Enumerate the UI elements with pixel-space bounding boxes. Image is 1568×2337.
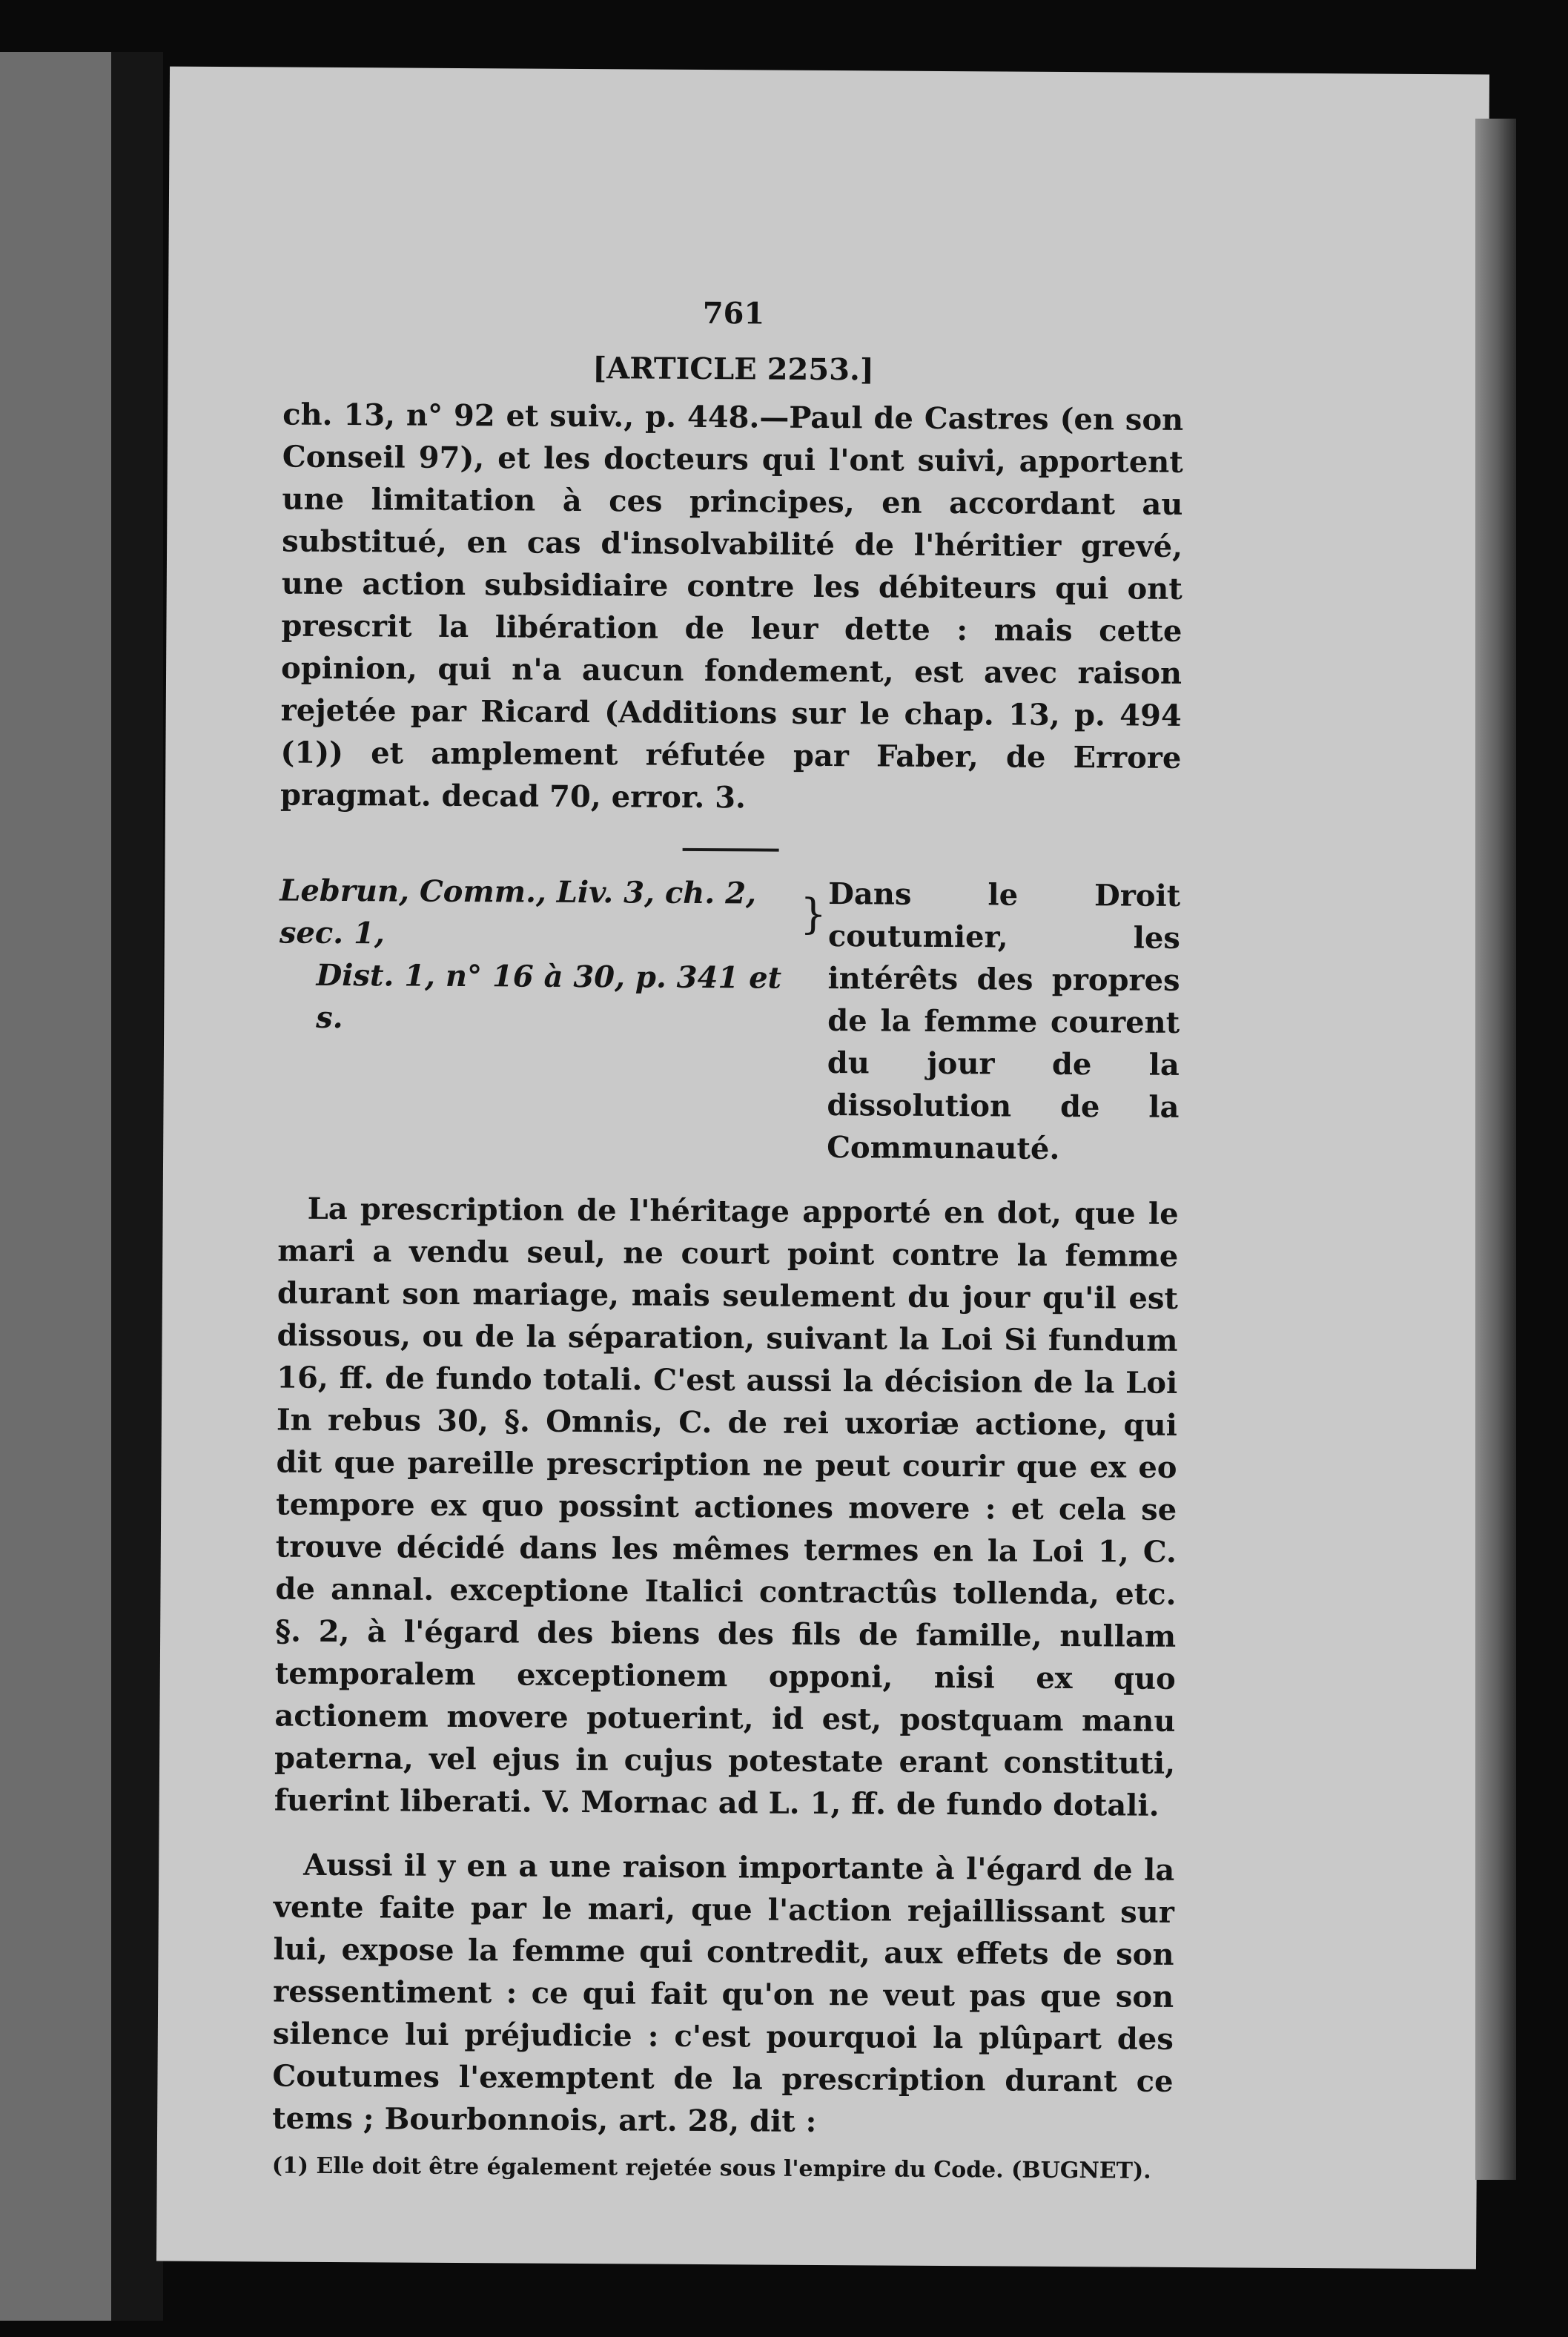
paragraph-2: La prescription de l'héritage apporté en dot, que le mari a vendu seul, ne court point contre la femme durant son mariage, mais seulement du jour qu'il est dissous, ou de la séparation, suivant la Loi Si fundum 16, ff. de fundo totali. C'est aussi la décision de la Loi In rebus 30, §. Omnis, C. de rei uxoriæ actione, qui dit que pareille prescription ne peut courir que ex eo tempore ex quo possint actiones movere : et cela se trouve décidé dans les mêmes termes en la Loi 1, C. de annal. exceptione Italici contractûs tollenda, etc. §. 2, à l'égard des biens des fils de famille, nullam temporalem exceptionem opponi, nisi ex quo actionem movere potuerint, id est, postquam manu paterna, vel ejus in cujus potestate erant constituti, fuerint liberati. V. Mornac ad L. 1, ff. de fundo dotali.: [274, 1191, 1179, 1823]
citation-line-2: Dist. 1, n° 16 à 30, p. 341 et s.: [316, 957, 782, 1036]
book-gutter: [111, 52, 163, 2321]
lebrun-block: [278, 870, 1180, 1171]
brace-symbol: }: [800, 890, 827, 939]
footnote: (1) Elle doit être également rejetée sous l'empire du Code. (BUGNET).: [271, 2152, 1151, 2184]
paragraph-3: Aussi il y en a une raison importante à l'égard de la vente faite par le mari, que l'action rejaillissant sur lui, expose la femme qui contredit, aux effets de son ressentiment : ce qui fait qu'on ne veut pas que son silence lui préjudicie : c'est pourquoi la plûpart des Coutumes l'exemptent de la prescription durant ce tems ; Bourbonnois, art. 28, dit :: [272, 1847, 1175, 2139]
adjacent-page-edge: [0, 52, 111, 2321]
page-block-edge: [1475, 119, 1516, 2180]
article-heading: [ARTICLE 2253.]: [592, 351, 874, 388]
page-number: 761: [702, 295, 765, 331]
lebrun-summary: Dans le Droit coutumier, les intérêts des propres de la femme courent du jour de la dissolution de la Communauté.: [827, 876, 1181, 1166]
book-page: [156, 67, 1489, 2270]
citation-line-1: Lebrun, Comm., Liv. 3, ch. 2, sec. 1,: [279, 873, 757, 951]
section-divider: [682, 848, 778, 852]
paragraph-1: ch. 13, n° 92 et suiv., p. 448.—Paul de Castres (en son Conseil 97), et les docteurs qui l'ont suivi, apportent une limitation à ces principes, en accordant au substitué, en cas d'insolvabilité de l'héritier grevé, une action subsidiaire contre les débiteurs qui ont prescrit la libération de leur dette : mais cette opinion, qui n'a aucun fondement, est avec raison rejetée par Ricard (Additions sur le chap. 13, p. 494 (1)) et amplement réfutée par Faber, de Errore pragmat. decad 70, error. 3.: [279, 397, 1184, 816]
page-text: [272, 290, 1185, 2186]
lebrun-citation: [279, 870, 798, 1042]
